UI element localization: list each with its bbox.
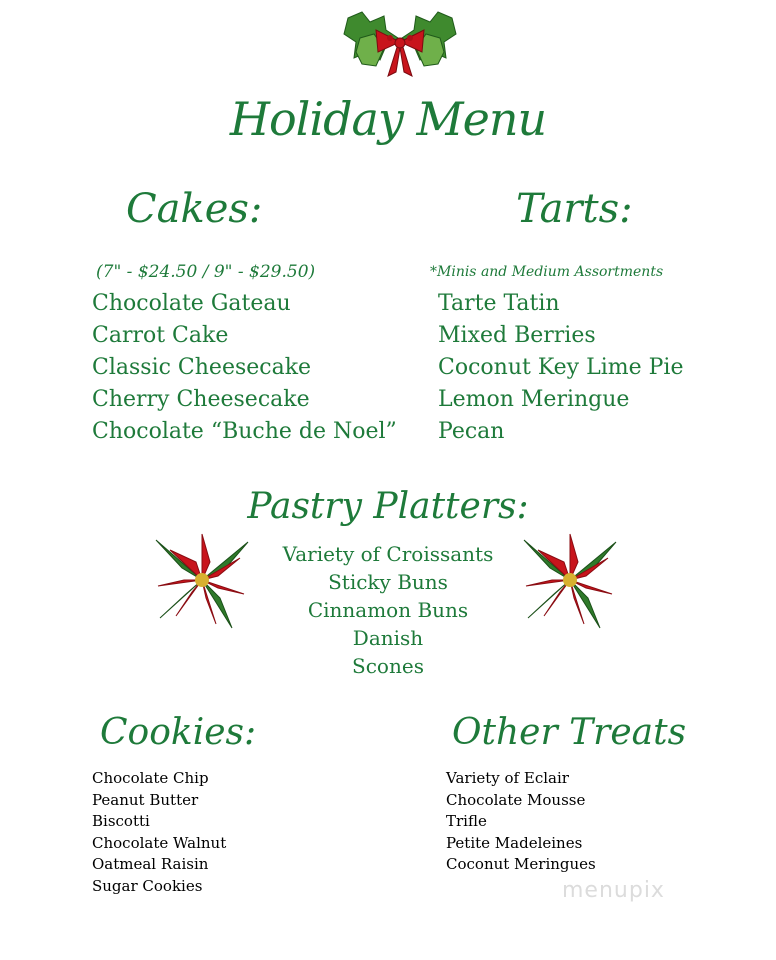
list-item: Carrot Cake [92, 323, 229, 348]
list-item: Coconut Meringues [446, 855, 596, 874]
holly-bow-icon [340, 8, 460, 80]
list-item: Sugar Cookies [92, 876, 203, 895]
list-item: Chocolate “Buche de Noel” [92, 419, 397, 444]
list-item: Chocolate Mousse [446, 790, 586, 809]
list-item: Classic Cheesecake [92, 355, 312, 380]
other-treats-list [446, 768, 596, 876]
list-item: Pecan [438, 419, 505, 444]
list-item: Tarte Tatin [438, 291, 560, 316]
list-item: Variety of Croissants [282, 542, 494, 566]
list-item: Danish [352, 626, 424, 650]
tarts-note: *Minis and Medium Assortments [430, 264, 664, 280]
list-item: Oatmeal Raisin [92, 855, 209, 874]
tarts-list [438, 288, 683, 448]
cakes-price-note: (7" - $24.50 / 9" - $29.50) [96, 262, 316, 282]
cookies-heading: Cookies: [100, 712, 257, 753]
list-item: Chocolate Walnut [92, 833, 227, 852]
list-item: Chocolate Chip [92, 769, 209, 787]
pastry-heading: Pastry Platters: [247, 486, 529, 527]
pastry-list [0, 540, 776, 680]
cookies-list [92, 768, 226, 898]
cakes-heading: Cakes: [126, 186, 263, 232]
list-item: Mixed Berries [438, 323, 596, 348]
list-item: Trifle [446, 812, 487, 831]
list-item: Cinnamon Buns [307, 598, 469, 622]
list-item: Variety of Eclair [446, 769, 569, 787]
other-treats-heading: Other Treats [452, 712, 687, 753]
list-item: Cherry Cheesecake [92, 387, 310, 412]
cakes-list [92, 288, 397, 448]
tarts-heading: Tarts: [516, 186, 633, 232]
list-item: Biscotti [92, 812, 150, 831]
watermark: menupix [562, 878, 665, 903]
list-item: Lemon Meringue [438, 387, 630, 412]
list-item: Peanut Butter [92, 790, 199, 809]
list-item: Coconut Key Lime Pie [438, 355, 684, 380]
list-item: Chocolate Gateau [92, 291, 291, 316]
list-item: Sticky Buns [328, 570, 448, 594]
list-item: Scones [352, 654, 424, 678]
list-item: Petite Madeleines [446, 833, 583, 852]
page-title: Holiday Menu [229, 92, 547, 146]
